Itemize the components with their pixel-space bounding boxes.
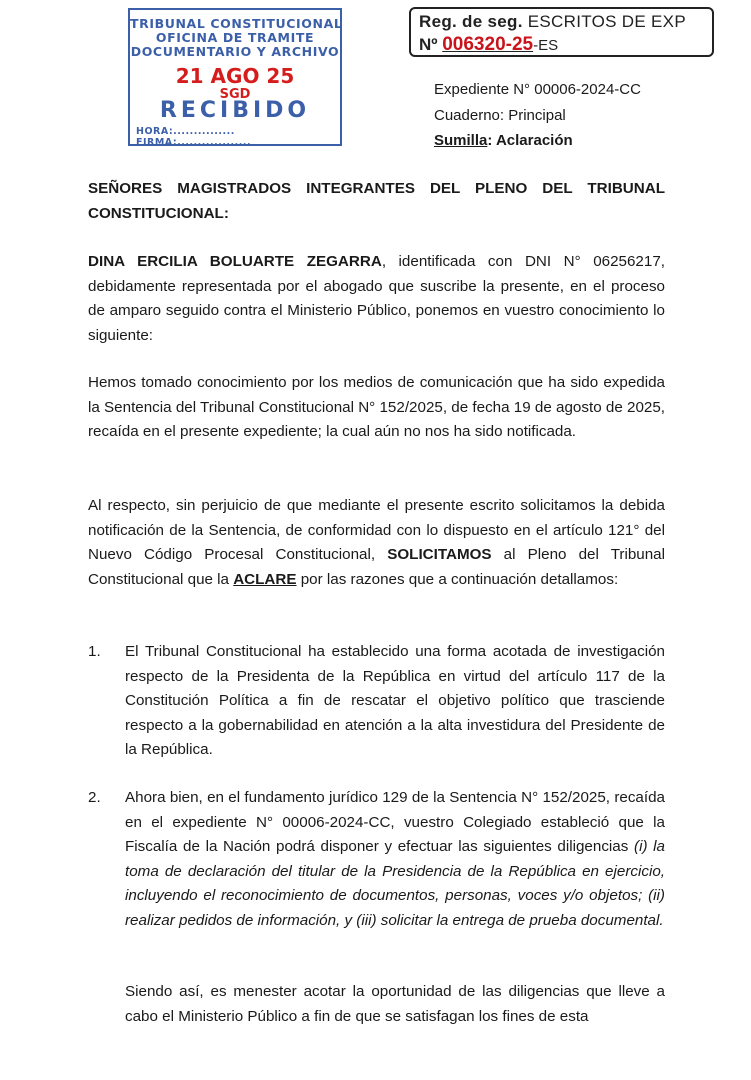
stamp-line-3: DOCUMENTARIO Y ARCHIVO xyxy=(130,44,340,59)
paragraph-knowledge: Hemos tomado conocimiento por los medios de comunicación que ha sido expedida la Sentencia del Tribunal Constitucional N° 152/2025, de fecha 19 de agosto de 2025, recaída en el presente expediente; la cual aún no nos ha sido notificada. xyxy=(88,374,665,440)
registration-no-label: Nº xyxy=(419,35,438,54)
item-text-plain: Ahora bien, en el fundamento jurídico 129 de la Sentencia N° 152/2025, recaída en el expediente N° 00006-2024-CC, vuestro Colegiado estableció que la Fiscalía de la Nación podrá disponer y efectuar las siguientes diligencias xyxy=(125,789,665,855)
sumilla-value: : Aclaración xyxy=(487,132,573,149)
sumilla-label: Sumilla xyxy=(434,132,488,149)
registration-rest: ESCRITOS DE EXP xyxy=(527,12,686,31)
stamp-footer: HORA:............... FIRMA:.................. xyxy=(136,126,252,148)
item-text: El Tribunal Constitucional ha establecido una forma acotada de investigación respecto de la Presidenta de la República en virtud del artículo 117 de la Constitución Política a fin de rescatar el objetivo político que trasciende respecto a la gobernabilidad en atención a la alta investidura del Presidente de la República. xyxy=(125,643,665,758)
request-text-a: Al respecto, sin perjuicio de que mediante el presente escrito solicitamos la debida notificación de la Sentencia, de conformidad con lo dispuesto en el artículo 121° del Nuevo Código Procesal Constitucional, xyxy=(88,497,665,563)
stamp-sgd: SGD xyxy=(219,87,251,102)
party-name: DINA ERCILIA BOLUARTE ZEGARRA xyxy=(88,253,382,270)
stamp-line-1: TRIBUNAL CONSTITUCIONAL xyxy=(130,16,343,31)
request-text-e: por las razones que a continuación detallamos: xyxy=(296,570,619,588)
item-text-italic: (i) la toma de declaración del titular de la Presidencia de la República en ejercicio, incluyendo el reconocimiento de documentos, personas, voces y/o objetos; (ii) realizar pedidos de información, y (iii) solicitar la entrega de prueba documental. xyxy=(125,838,665,929)
registration-label xyxy=(419,12,686,32)
stamp-line-2: OFICINA DE TRAMITE xyxy=(155,30,315,45)
paragraph-identification-text: , identificada con DNI N° 06256217, debidamente representada por el abogado que suscribe la presente, en el proceso de amparo seguido contra el Ministerio Público, ponemos en vuestro conocimiento lo siguiente: xyxy=(88,253,665,344)
item-text xyxy=(125,786,665,933)
stamp-date: 21 AGO 25 xyxy=(175,64,295,88)
sumilla xyxy=(434,132,573,149)
paragraph-continuation: Siendo así, es menester acotar la oportunidad de las diligencias que lleve a cabo el Ministerio Público a fin de que se satisfagan los fines de esta xyxy=(125,983,665,1025)
registration-number: 006320-25 xyxy=(442,34,534,55)
cuaderno: Cuaderno: Principal xyxy=(434,107,566,124)
registration-number-line xyxy=(419,34,558,56)
registration-prefix: Reg. de seg. xyxy=(419,12,523,31)
registration-box xyxy=(409,7,714,57)
item-number: 1. xyxy=(88,643,101,660)
registration-suffix: -ES xyxy=(533,37,559,54)
paragraph-request xyxy=(88,494,665,592)
stamp-recibido: RECIBIDO xyxy=(159,98,311,123)
expediente: Expediente N° 00006-2024-CC xyxy=(434,81,641,98)
item-number: 2. xyxy=(88,789,101,806)
salutation: SEÑORES MAGISTRADOS INTEGRANTES DEL PLENO DEL TRIBUNAL CONSTITUCIONAL: xyxy=(88,180,665,222)
request-aclare: ACLARE xyxy=(233,570,297,588)
paragraph-identification xyxy=(88,250,665,348)
reception-stamp xyxy=(128,8,342,146)
request-solicitamos: SOLICITAMOS xyxy=(387,546,492,563)
request-text-c: al Pleno del Tribunal Constitucional que la xyxy=(88,546,665,588)
